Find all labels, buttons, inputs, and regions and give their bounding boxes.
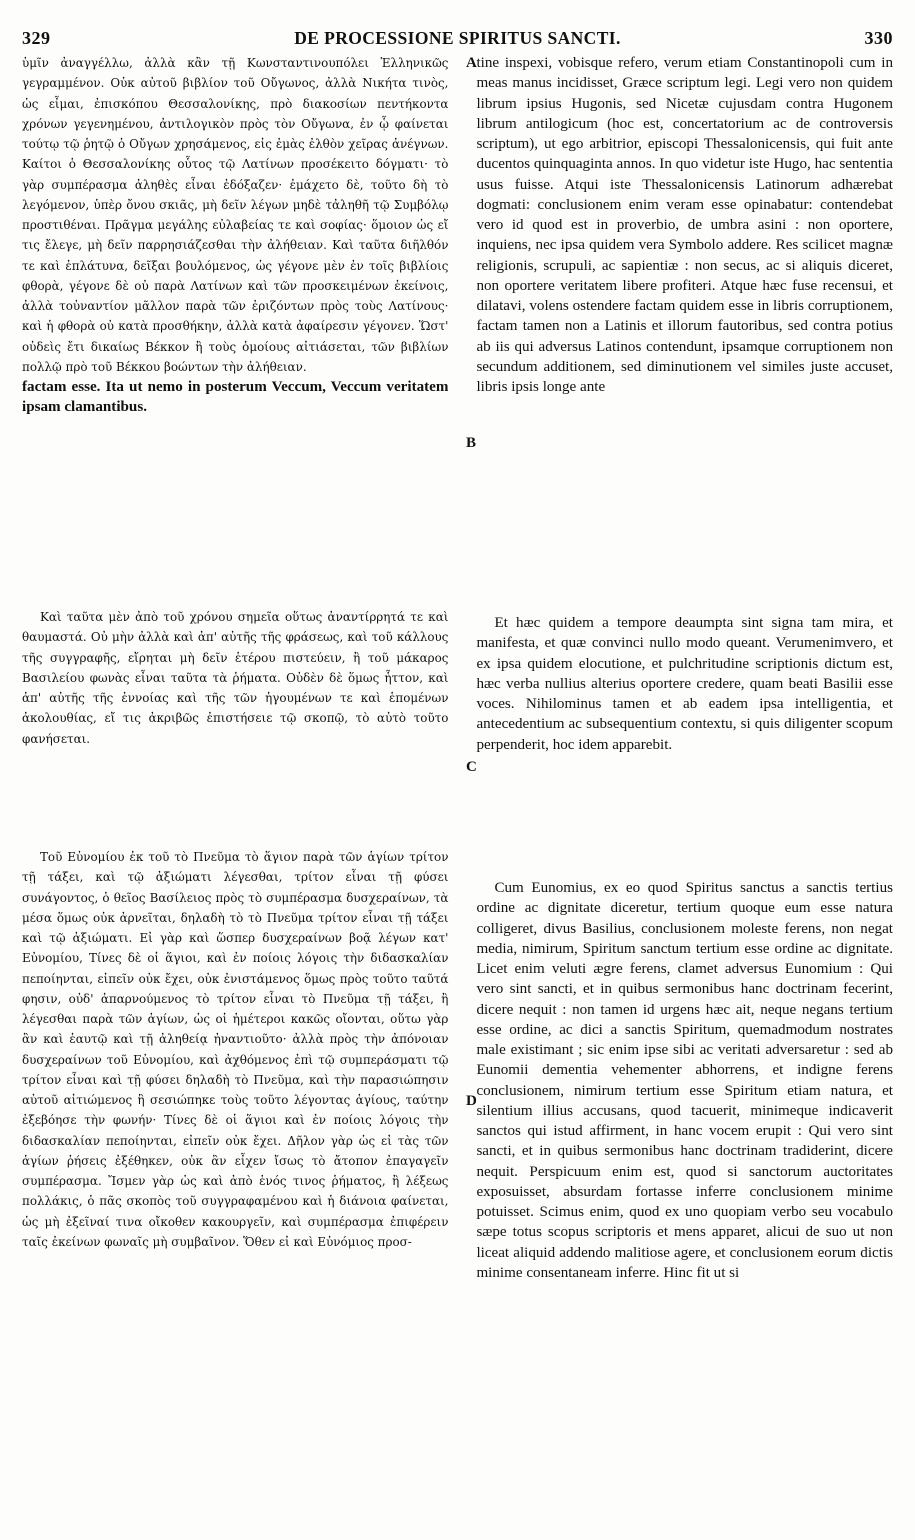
running-header bbox=[22, 28, 893, 49]
greek-paragraph-3: Τοῦ Εὐνομίου ἐκ τοῦ τὸ Πνεῦμα τὸ ἅγιον παρὰ τῶν ἁγίων τρίτον τῇ τάξει, καὶ τῷ ἀξιώματι λέγεσθαι, τρίτον εἶναι τῇ φύσει συνάγοντος, ὁ θεῖος Βασίλειος πρὸς τὸ συμπέρασμα δυσχεραίνων, τὰ μέσα ὅμως οὐκ ἀρνεῖται, δηλαδὴ τὸ τὸ Πνεῦμα τρίτον εἶναι τῇ τάξει καὶ τῷ ἀξιώματι. Εἰ γὰρ καὶ ὥσπερ δυσχεραίνων βοᾷ λέγων κατ' Εὐνομίου, Τίνες δὲ οἱ ἅγιοι, καὶ ἐν ποίοις λόγοις τὴν διδασκαλίαν πεποίηνται, εἰπεῖν οὐκ ἔχει, οὐκ ἐνιστάμενος ὅμως πρὸς τοῦτο ταῦτά φησιν, οὐδ' ἀπαρνούμενος τὸ τρίτον εἶναι τὸ Πνεῦμα τῇ τάξει, ἢ λέγεσθαι παρὰ τῶν ἁγίων, ὡς οἱ ἡμέτεροι κακῶς οἴονται, οὕτω γὰρ ἂν καὶ ἑαυτῷ καὶ τῇ ἀληθείᾳ ἠναντιοῦτο· ἀλλὰ πρὸς τὴν ἀπόνοιαν δυσχεραίνων τοῦ Εὐνομίου, καὶ ἀχθόμενος ἐπὶ τῷ συμπεράσματι τῷ τρίτον εἶναι καὶ τῇ φύσει δηλαδὴ τὸ Πνεῦμα, καὶ τὴν παρασιώπησιν αὐτοῦ αἰτιώμενος ἣ σεσιώπηκε τοὺς τοῦτο λέγοντας ἁγίους, ταύτην ἐξεβόησε τὴν φωνήν· Τίνες δὲ οἱ ἅγιοι καὶ ἐν ποίοις λόγοις τὴν διδασκαλίαν πεποίηνται, εἰπεῖν οὐκ ἔχει. Δῆλον γὰρ ὡς εἰ τὰς τῶν ἁγίων ῥήσεις ἐξέθηκεν, οὐκ ἂν εἶχεν ἴσως τὸ ἄτοπον ἐπαγαγεῖν συμπέρασμα. Ἴσμεν γὰρ ὡς καὶ ἀπὸ ἑνός τινος ῥήματος, ἢ λέξεως πολλάκις, ὁ πᾶς σκοπὸς τοῦ συγγραφαμένου καὶ ἡ διάνοια φαίνεται, ὡς μὴ ἐξεῖναί τινα οἴκοθεν κακουργεῖν, καὶ συμπέρασμα ἐπιφέρειν ταῖς ἐκείνων φωναῖς μὴ συμβαῖνον. Ὅθεν εἰ καὶ Εὐνόμιος προσ- bbox=[22, 850, 449, 1249]
margin-letter-b: B bbox=[466, 435, 477, 451]
right-page-number: 330 bbox=[864, 28, 893, 48]
latin-carryover-text: factam esse. Ita ut nemo in posterum Veccum, Veccum veritatem ipsam clamantibus. bbox=[22, 379, 449, 416]
margin-letter-a: A bbox=[466, 55, 477, 71]
latin-paragraph-3: Cum Eunomius, ex eo quod Spiritus sanctus a sanctis tertius ordine ac dignitate diceretur, tertium quoque eum esse natura colligeret, divus Basilius, conclusionem moleste ferens, non negat media, nimirum, Spiritum sanctum tertium esse ordine ac dignitate. Licet enim veluti ægre ferens, clamet adversus Eunomium : Qui vero sint sancti, et in quibus sermonibus hanc doctrinam fecerint, dicere nequit : non tamen id urgens hæc ait, neque negans tertium esse ordine, ac dici a sanctis Spiritum, quemadmodum nostrates male existimant ; sic enim ipse sibi ac veritati adversaretur : sed ab Eunomii dementia vehementer abhorrens, et indigne ferens conclusionem, nimirum tertium esse Spiritum etiam natura, et silentium illius accusans, quod tacuerit, minimeque indicaverit sanctos qui istud affirment, in hanc vocem erupit : Qui vero sint sancti, et in quibus sermonibus hanc doctrinam tradiderint, dicere nequit. Perspicuum enim est, quod si sanctorum auctoritates exposuisset, absurdam fortasse inferre conclusionem minime potuisset. Scimus enim, quod ex uno quopiam verbo seu vocabulo sæpe totus scopus scriptoris et mens apparet, alicui de suo ut non liceat aliquid addendo malitiose agere, et conclusionem eorum dictis minime consentaneam inferre. Hinc fit ut si bbox=[476, 880, 893, 1281]
greek-column bbox=[22, 53, 458, 1283]
latin-paragraph-1: tine inspexi, vobisque refero, verum etiam Constantinopoli cum in meas manus incidisset, Græce scriptum legi. Legi vero non quidem librum ipsius Hugonis, sed Nicetæ cujusdam contra Hugonem librum antilogicum (hoc est, concertatorium ac de controversis scriptum), ut ego arbitrior, episcopi Thessalonicensis, qui fuit ante ducentos quinquaginta annos. In quo videtur iste Hugo, hac sententia usus fuisse. Atqui iste Thessalonicensis Latinorum adhærebat dogmati: conclusionem enim veram esse opinabatur: contendebat vero id quod est in proverbio, de umbra asini : non oportere, inquiens, nec ipsa quidem vera Symbolo addere. Res scilicet magnæ religionis, scrupuli, ac sapientiæ : non secus, ac si aliquis diceret, non oportere veritatem libere profiteri. Atque hæc fuse recensui, et dilatavi, volens ostendere factam quidem esse in libris corruptionem, factam tamen non a Latinis et illorum fautoribus, sed contra potius ab iis qui adversus Latinos contendunt, ipsamque corruptionem non secundum additionem, sed diminutionem vel similes juste accuset, libris ipsis longe ante bbox=[476, 55, 893, 395]
greek-paragraph-1: ὑμῖν ἀναγγέλλω, ἀλλὰ κἂν τῇ Κωνσταντινουπόλει Ἑλληνικῶς γεγραμμένον. Οὐκ αὐτοῦ βιβλίον τοῦ Οὔγωνος, ἀλλὰ Νικήτα τινὸς, ὡς εἶμαι, ἐπισκόπου Θεσσαλονίκης, πρὸ διακοσίων πεντήκοντα χρόνων γεγενημένου, ἀντιλογικὸν πρὸς τὸν Οὔγωνα, ἐν ᾧ φαίνεται τούτῳ τῷ ῥητῷ ὁ Οὔγων χρησάμενος, εἰς ἐμὰς ἐλθὸν χεῖρας ἀνέγνων. Καίτοι ὁ Θεσσαλονίκης οὗτος τῷ Λατίνων προσέκειτο δόγματι· τὸ γὰρ συμπέρασμα ἀληθὲς εἶναι ἐδόξαζεν· ἐμάχετο δὲ, τοῦτο δὴ τὸ λεγόμενον, ὑπὲρ ὄνου σκιᾶς, μὴ δεῖν λέγων μηδὲ τἀληθῆ τῷ Συμβόλῳ προστιθέναι. Πρᾶγμα μεγάλης εὐλαβείας τε καὶ σοφίας· ὅμοιον ὡς εἴ τις ἔλεγε, μὴ δεῖν παρρησιάζεσθαι τὴν ἀλήθειαν. Καὶ ταῦτα διῆλθόν τε καὶ ἐπλάτυνα, δεῖξαι βουλόμενος, ὡς γέγονε μὲν ἐν τοῖς βιβλίοις φθορὰ, γέγονε δὲ οὐ παρὰ Λατίνων καὶ τῶν προσκειμένων ἐκείνοις, ἀλλὰ τοὐναντίον μᾶλλον παρὰ τῶν ἐριζόντων πρὸς τοὺς Λατίνους· καὶ ἡ φθορὰ οὐ κατὰ προσθήκην, ἀλλὰ κατὰ ἀφαίρεσιν γέγονεν. Ὥστ' οὐδεὶς ἔτι δικαίως Βέκκον ἢ τοὺς ὁμοίους αἰτιάσεται, τῶν βιβλίων πολλῷ πρὸ τοῦ Βέκκου βοώντων τὴν ἀλήθειαν. bbox=[22, 56, 449, 374]
greek-paragraph-2: Καὶ ταῦτα μὲν ἀπὸ τοῦ χρόνου σημεῖα οὕτως ἀναντίρρητά τε καὶ θαυμαστά. Οὐ μὴν ἀλλὰ καὶ ἀπ' αὐτῆς τῆς φράσεως, καὶ τοῦ κάλλους τῆς συγγραφῆς, εἴρηται μὴ δεῖν ἑτέρου πιστεύειν, ἢ τοῦ μάκαρος Βασιλείου φωνὰς εἶναι ταῦτα τὰ ῥήματα. Οὐδὲν δὲ ὅμως ἧττον, καὶ ἀπ' αὐτῆς τῆς ἐννοίας καὶ τῆς τῶν ἡγουμένων τε καὶ ἑπομένων ἀκολουθίας, εἴ τις ἀκριβῶς ἐπιστήσειε τῷ σκοπῷ, τὸ αὐτὸ τοῦτο φανήσεται. bbox=[22, 610, 449, 746]
margin-letters bbox=[466, 53, 488, 1533]
margin-letter-d: D bbox=[466, 1093, 477, 1109]
margin-letter-c: C bbox=[466, 759, 477, 775]
running-title: DE PROCESSIONE SPIRITUS SANCTI. bbox=[294, 28, 621, 48]
latin-column bbox=[458, 53, 893, 1283]
latin-paragraph-2: Et hæc quidem a tempore deaumpta sint signa tam mira, et manifesta, et quæ convinci nullo modo queant. Verumenimvero, et ex ipsa quidem elocutione, et pulchritudine scriptionis dictum est, hæc verba nullius alterius oportere credere, quam beati Basilii esse voces. Nihilominus tamen et ab eadem ipsa intelligentia, et antecedentium ac subsequentium contextu, si quis diligenter scopum perpenderit, hoc idem apparebit. bbox=[476, 615, 893, 753]
left-page-number: 329 bbox=[22, 28, 51, 48]
two-column-body bbox=[22, 53, 893, 1283]
